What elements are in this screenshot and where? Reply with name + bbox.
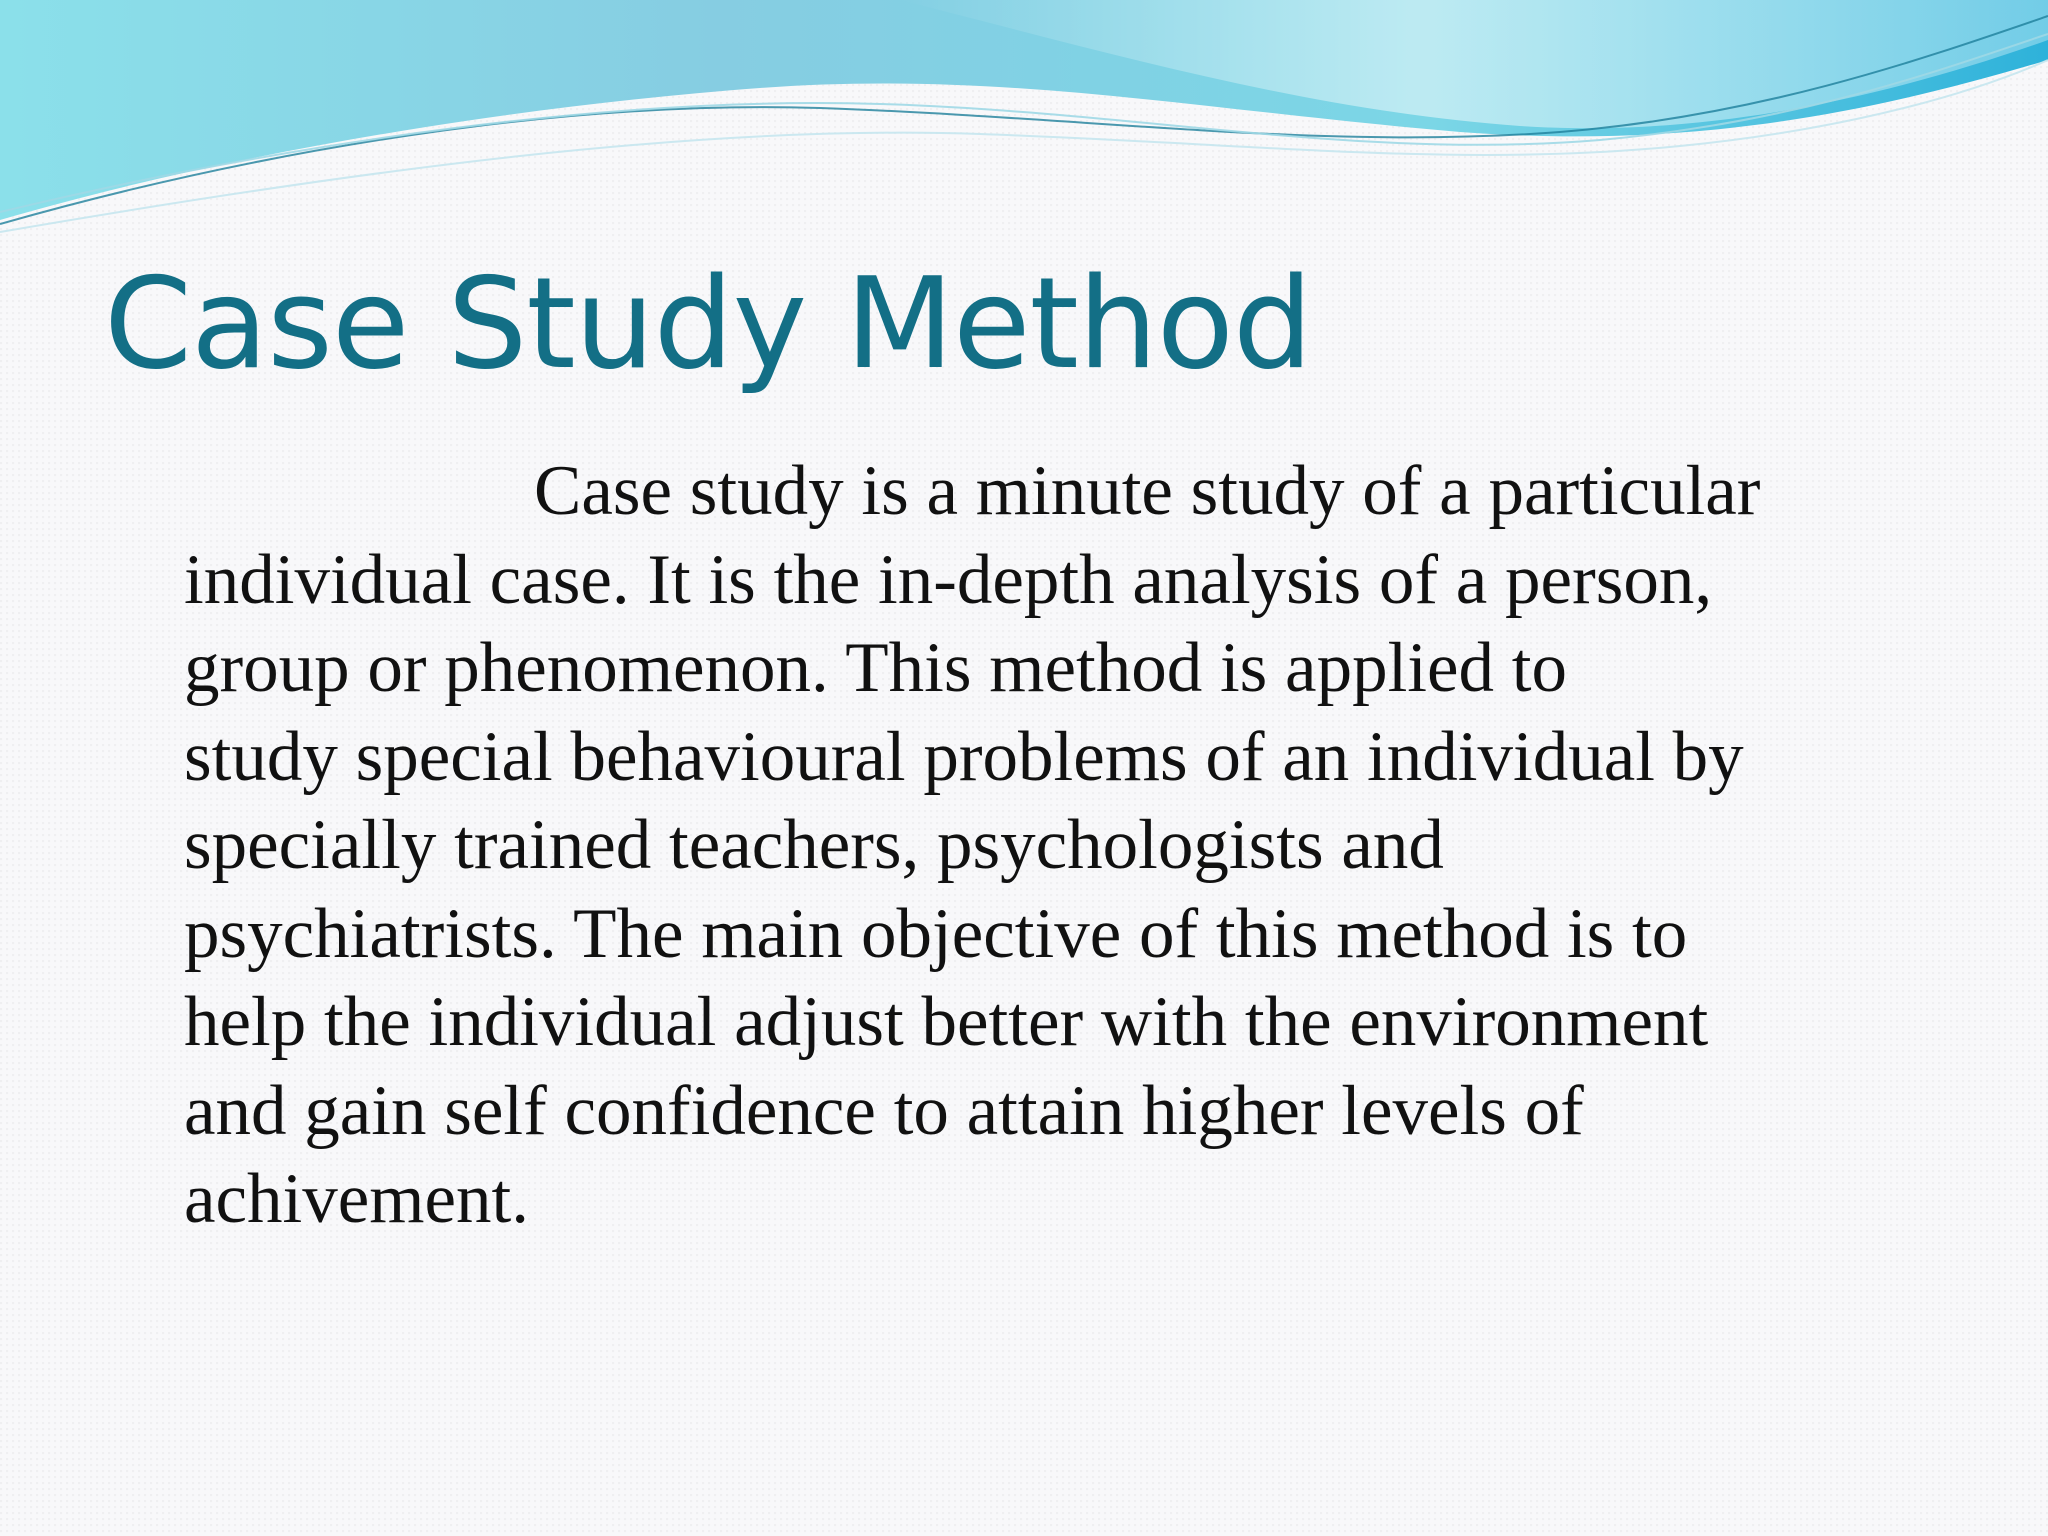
body-line: group or phenomenon. This method is applied to bbox=[184, 629, 1568, 707]
body-line: study special behavioural problems of an individual by bbox=[184, 717, 1744, 796]
header-wave-decoration bbox=[0, 0, 2048, 240]
body-line: individual case. It is the in-depth analysis of a person, bbox=[184, 540, 1713, 619]
body-line: Case study is a minute study of a particular bbox=[534, 452, 1761, 530]
body-line: specially trained teachers, psychologists and bbox=[184, 806, 1444, 884]
body-line: help the individual adjust better with the environment bbox=[184, 983, 1709, 1061]
slide-title: Case Study Method bbox=[104, 250, 1312, 397]
body-line: and gain self confidence to attain higher levels of bbox=[184, 1071, 1584, 1150]
slide-body bbox=[184, 447, 1924, 1244]
body-line: psychiatrists. The main objective of this method is to bbox=[184, 894, 1688, 973]
body-line: achivement. bbox=[184, 1160, 529, 1238]
